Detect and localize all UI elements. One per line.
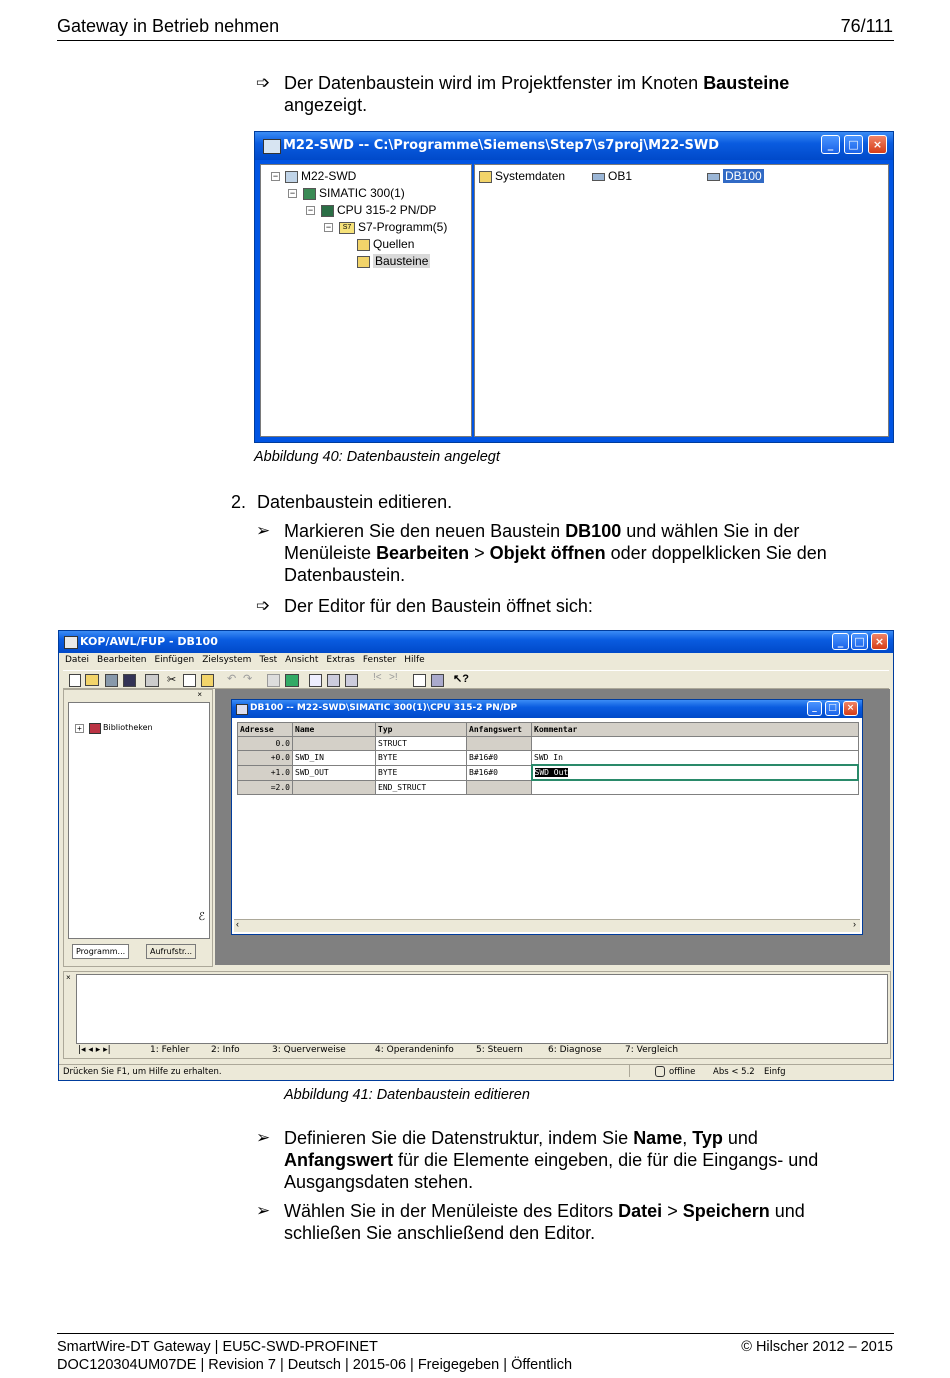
project-icon	[263, 139, 281, 154]
info-icon: ℰ	[198, 911, 205, 923]
menu-bearbeiten[interactable]: Bearbeiten	[97, 655, 147, 665]
library-label: Bibliotheken	[103, 723, 153, 732]
bullet-text-2	[284, 1127, 884, 1193]
project-window-title: M22-SWD -- C:\Programme\Siemens\Step7\s7proj\M22-SWD	[283, 138, 720, 153]
table-row[interactable]	[238, 751, 859, 766]
footer-product: SmartWire-DT Gateway | EU5C-SWD-PROFINET	[57, 1339, 378, 1355]
item-label: DB100	[725, 169, 762, 183]
close-button[interactable]: ×	[868, 135, 887, 154]
step-text: Datenbaustein editieren.	[257, 492, 453, 512]
menu-zielsystem[interactable]: Zielsystem	[202, 655, 252, 665]
bullet1-g: Datenbaustein.	[284, 565, 406, 585]
new-icon[interactable]	[69, 674, 81, 687]
details-icon[interactable]	[431, 674, 444, 687]
output-close-icon[interactable]: ×	[66, 973, 71, 982]
bullet1-d: Menüleiste	[284, 543, 377, 563]
minimize-button[interactable]: _	[807, 701, 822, 716]
status-mode: Einfg	[764, 1067, 786, 1077]
item-label: Systemdaten	[495, 169, 566, 183]
bullet2-b3: Anfangswert	[284, 1150, 394, 1170]
folder-icon	[357, 256, 370, 268]
bullet2-f: Ausgangsdaten stehen.	[284, 1172, 474, 1192]
bullet3-c: >	[662, 1201, 683, 1221]
print-icon[interactable]	[145, 674, 159, 687]
step-number: 2.	[231, 492, 247, 512]
tree-label: S7-Programm(5)	[358, 220, 448, 234]
header-rule	[57, 40, 894, 41]
tab-errors[interactable]: 1: Fehler	[150, 1045, 190, 1055]
cell-comment[interactable]	[532, 780, 859, 795]
cell-initial[interactable]: B#16#0	[467, 751, 532, 766]
db-icon	[236, 704, 248, 715]
db-table	[237, 722, 859, 795]
tree-item-program[interactable]	[339, 220, 447, 234]
copy-icon[interactable]	[183, 674, 196, 687]
menu-bar	[65, 655, 433, 665]
menu-einfuegen[interactable]: Einfügen	[154, 655, 195, 665]
item-ob1[interactable]	[592, 169, 632, 183]
bullet-arrow-icon: ➢	[256, 1201, 271, 1220]
col-header: Kommentar	[532, 723, 859, 737]
tab-diagnostics[interactable]: 6: Diagnose	[548, 1045, 602, 1055]
tab-operand-info[interactable]: 4: Operandeninfo	[375, 1045, 454, 1055]
library-info	[68, 908, 210, 939]
result-arrow-icon: ➩	[256, 596, 271, 615]
tab-control[interactable]: 5: Steuern	[476, 1045, 523, 1055]
menu-test[interactable]: Test	[259, 655, 278, 665]
cell-initial[interactable]: B#16#0	[467, 765, 532, 780]
editor-window	[58, 630, 894, 1081]
minimize-button[interactable]: _	[832, 633, 849, 650]
db-window	[231, 699, 863, 935]
tree-label: SIMATIC 300(1)	[319, 186, 405, 200]
redo-icon[interactable]: ↷	[243, 673, 253, 685]
help-icon[interactable]: ↖?	[453, 673, 469, 685]
cell-name[interactable]: SWD_IN	[293, 751, 376, 766]
tree-pane[interactable]	[260, 164, 472, 437]
bullet2-e: für die Elemente eingeben, die für die Eingangs- und	[393, 1150, 819, 1170]
tree-label: Bausteine	[375, 254, 429, 268]
tab-label: Aufrufstr...	[150, 947, 193, 956]
cell-initial[interactable]	[467, 780, 532, 795]
tab-program[interactable]	[72, 944, 129, 959]
cell-address: 0.0	[238, 737, 293, 751]
footer-document: DOC120304UM07DE | Revision 7 | Deutsch | 2015-06 | Freigegeben | Öffentlich	[57, 1357, 573, 1373]
bullet2-b1: Name	[633, 1128, 683, 1148]
tab-info[interactable]: 2: Info	[211, 1045, 240, 1055]
content-pane[interactable]	[474, 164, 889, 437]
tree-item-project[interactable]	[285, 169, 356, 183]
cell-type[interactable]: BYTE	[376, 765, 467, 780]
tree-label: Quellen	[373, 237, 415, 251]
item-db100[interactable]	[707, 169, 764, 183]
bullet2-c: ,	[682, 1128, 693, 1148]
tab-crossref[interactable]: 3: Querverweise	[272, 1045, 346, 1055]
cell-initial[interactable]	[467, 737, 532, 751]
result1-post: angezeigt.	[284, 95, 368, 115]
col-header: Typ	[376, 723, 467, 737]
menu-datei[interactable]: Datei	[65, 655, 90, 665]
item-label: OB1	[608, 169, 633, 183]
bullet3-e: schließen Sie anschließend den Editor.	[284, 1223, 596, 1243]
status-version: Abs < 5.2	[713, 1067, 755, 1077]
cell-name[interactable]	[293, 737, 376, 751]
db-window-title: DB100 -- M22-SWD\SIMATIC 300(1)\CPU 315-2 PN/DP	[250, 703, 518, 713]
footer-copyright: © Hilscher 2012 – 2015	[741, 1339, 893, 1355]
col-header: Name	[293, 723, 376, 737]
access-icon[interactable]	[105, 674, 118, 687]
scroll-right-icon[interactable]: ›	[853, 919, 856, 929]
monitor-icon[interactable]	[285, 674, 299, 687]
status-bar	[59, 1064, 893, 1080]
maximize-button[interactable]: □	[844, 135, 863, 154]
tree-item-blocks[interactable]	[357, 254, 430, 268]
tree-item-station[interactable]	[303, 186, 405, 200]
tab-call-structure[interactable]	[146, 944, 196, 959]
expand-icon[interactable]: −	[272, 171, 279, 181]
find-icon[interactable]	[327, 674, 340, 687]
table-row[interactable]	[238, 737, 859, 751]
close-button[interactable]: ×	[843, 701, 858, 716]
tab-nav-icon[interactable]: |◂ ◂ ▸ ▸|	[78, 1045, 111, 1055]
prev-icon[interactable]: !<	[373, 672, 382, 683]
block-icon	[707, 173, 720, 181]
close-button[interactable]: ×	[871, 633, 888, 650]
bullet1-f: oder doppelklicken Sie den	[605, 543, 827, 563]
expand-icon[interactable]: −	[289, 188, 296, 198]
cell-type[interactable]: BYTE	[376, 751, 467, 766]
bullet1-e: >	[469, 543, 490, 563]
bullet2-b2: Typ	[692, 1128, 723, 1148]
bullet1-b1: DB100	[565, 521, 622, 541]
result-arrow-icon: ➩	[256, 73, 271, 92]
figure-41-caption: Abbildung 41: Datenbaustein editieren	[284, 1087, 530, 1103]
folder-icon	[479, 171, 492, 183]
table-row[interactable]	[238, 780, 859, 795]
save-icon[interactable]	[123, 674, 136, 687]
cut-icon[interactable]: ✂	[167, 674, 177, 686]
library-icon	[89, 723, 101, 734]
download-icon[interactable]	[267, 674, 280, 687]
output-panel	[63, 971, 891, 1059]
toolbar	[63, 670, 889, 689]
block-icon	[592, 173, 605, 181]
menu-fenster[interactable]: Fenster	[362, 655, 397, 665]
cell-type[interactable]: STRUCT	[376, 737, 467, 751]
header-title: Gateway in Betrieb nehmen	[57, 16, 280, 36]
selected-comment-text: SWD Out	[534, 768, 569, 777]
cell-type[interactable]: END_STRUCT	[376, 780, 467, 795]
undo-icon[interactable]: ↶	[227, 673, 237, 685]
bullet2-d: und	[722, 1128, 758, 1148]
bullet3-b1: Datei	[618, 1201, 663, 1221]
left-panel	[63, 689, 213, 967]
bullet-text-1	[284, 520, 884, 586]
expand-icon[interactable]: −	[325, 222, 332, 232]
next-icon[interactable]: >!	[389, 672, 398, 683]
bullet-arrow-icon: ➢	[256, 1128, 271, 1147]
output-tabs	[78, 1045, 878, 1057]
open-icon[interactable]	[85, 674, 99, 686]
result1-bold: Bausteine	[703, 73, 790, 93]
panel-pin-icon[interactable]: ×	[197, 690, 202, 699]
maximize-button[interactable]: □	[851, 633, 868, 650]
replace-icon[interactable]	[345, 674, 358, 687]
menu-ansicht[interactable]: Ansicht	[285, 655, 319, 665]
cell-address: =2.0	[238, 780, 293, 795]
station-icon	[303, 188, 316, 200]
library-tree[interactable]	[68, 702, 210, 910]
figure-40-caption: Abbildung 40: Datenbaustein angelegt	[254, 449, 500, 465]
status-hint: Drücken Sie F1, um Hilfe zu erhalten.	[63, 1067, 222, 1077]
scroll-left-icon[interactable]: ‹	[236, 919, 239, 929]
bullet1-b3: Objekt öffnen	[489, 543, 606, 563]
tab-label: Programm...	[76, 947, 126, 956]
status-offline: offline	[669, 1067, 696, 1077]
bullet1-a: Markieren Sie den neuen Baustein	[284, 521, 566, 541]
horizontal-scrollbar[interactable]	[234, 919, 860, 932]
tree-label: CPU 315-2 PN/DP	[337, 203, 437, 217]
editor-app-icon	[64, 636, 78, 649]
minimize-button[interactable]: _	[821, 135, 840, 154]
expand-icon[interactable]: −	[307, 205, 314, 215]
col-header: Adresse	[238, 723, 293, 737]
cell-comment[interactable]	[532, 737, 859, 751]
project-window-titlebar	[255, 132, 893, 160]
editor-title: KOP/AWL/FUP - DB100	[80, 635, 218, 648]
cell-comment-active[interactable]	[532, 765, 859, 780]
cell-address: +0.0	[238, 751, 293, 766]
bullet3-b2: Speichern	[682, 1201, 770, 1221]
editor-titlebar	[59, 631, 893, 653]
cell-comment[interactable]: SWD In	[532, 751, 859, 766]
s7-program-icon: S7	[339, 222, 355, 234]
col-header: Anfangswert	[467, 723, 532, 737]
tree-label: M22-SWD	[301, 169, 357, 183]
bullet1-b2: Bearbeiten	[376, 543, 470, 563]
tree-item-cpu[interactable]	[321, 203, 436, 217]
bullet3-a: Wählen Sie in der Menüleiste des Editors	[284, 1201, 619, 1221]
bullet2-a: Definieren Sie die Datenstruktur, indem Sie	[284, 1128, 634, 1148]
cpu-icon	[321, 205, 334, 217]
paste-icon[interactable]	[201, 674, 214, 687]
cell-address: +1.0	[238, 765, 293, 780]
bullet1-c: und wählen Sie in der	[621, 521, 800, 541]
expand-icon[interactable]: +	[75, 724, 84, 733]
overview-icon[interactable]	[413, 674, 426, 687]
window-icon[interactable]	[309, 674, 322, 687]
cell-name[interactable]: SWD_OUT	[293, 765, 376, 780]
page-number: 76/111	[840, 16, 893, 36]
offline-icon	[655, 1066, 665, 1077]
bullet-text-3	[284, 1200, 884, 1244]
menu-hilfe[interactable]: Hilfe	[404, 655, 425, 665]
output-text-area[interactable]	[76, 974, 888, 1044]
bullet-arrow-icon: ➢	[256, 521, 271, 540]
cell-name[interactable]	[293, 780, 376, 795]
folder-icon	[357, 239, 370, 251]
result-text-1	[284, 72, 884, 116]
project-node-icon	[285, 171, 298, 183]
tab-compare[interactable]: 7: Vergleich	[625, 1045, 679, 1055]
result1-pre: Der Datenbaustein wird im Projektfenster im Knoten	[284, 73, 704, 93]
db-window-titlebar	[232, 700, 862, 718]
footer-rule	[57, 1333, 894, 1334]
tree-item-sources[interactable]	[357, 237, 414, 251]
menu-extras[interactable]: Extras	[326, 655, 355, 665]
mdi-area	[215, 689, 890, 965]
result-text-2: Der Editor für den Baustein öffnet sich:	[284, 596, 593, 616]
item-systemdaten[interactable]	[479, 169, 565, 183]
maximize-button[interactable]: □	[825, 701, 840, 716]
table-row[interactable]	[238, 765, 859, 780]
bullet3-d: und	[769, 1201, 805, 1221]
table-header	[238, 723, 859, 737]
project-window	[254, 131, 894, 443]
